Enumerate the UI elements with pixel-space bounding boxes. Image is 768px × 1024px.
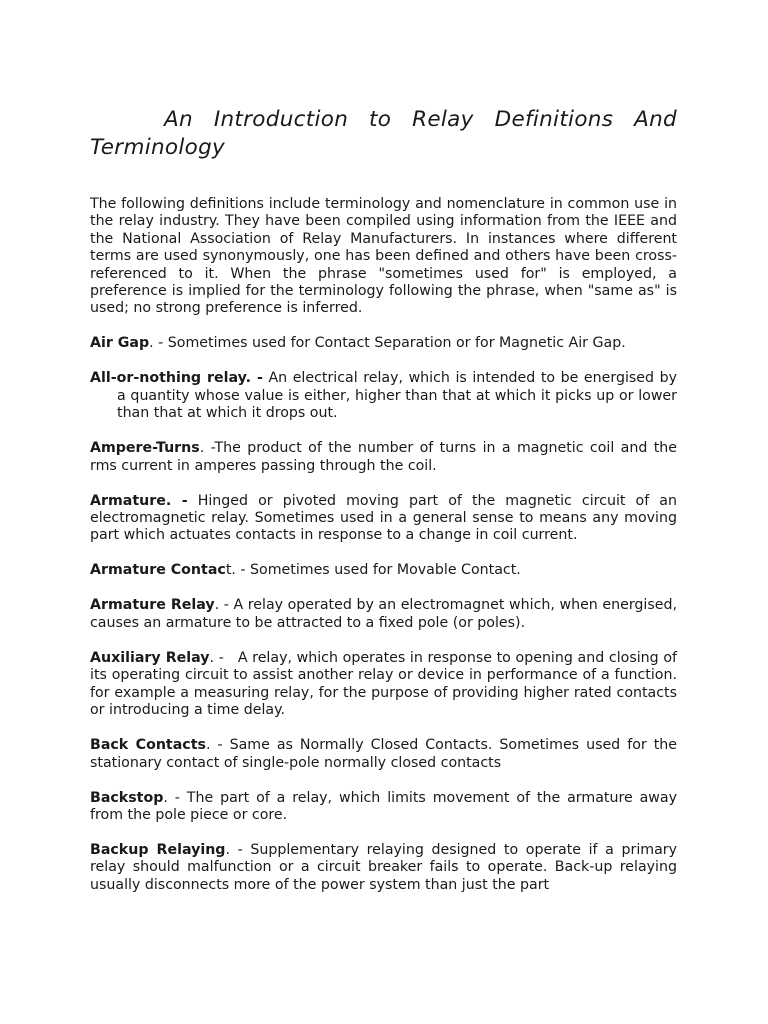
term-back-contacts: Back Contacts bbox=[90, 737, 206, 754]
term-backup-relaying: Backup Relaying bbox=[90, 841, 226, 858]
term-armature-contact: Armature Contac bbox=[90, 562, 226, 579]
definition-text: . -The product of the number of turns in a magnetic coil and the rms current in amperes passing through the coil. bbox=[90, 440, 677, 474]
definition-text: . - Same as Normally Closed Contacts. Sometimes used for the stationary contact of single-pole normally closed contacts bbox=[90, 737, 677, 771]
definition-armature-contact bbox=[90, 562, 677, 579]
definition-armature-relay bbox=[90, 597, 677, 632]
definition-armature bbox=[90, 493, 677, 545]
definition-text: . - The part of a relay, which limits movement of the armature away from the pole piece or core. bbox=[90, 789, 677, 823]
term-all-or-nothing-relay: All-or-nothing relay. - bbox=[90, 370, 263, 387]
definition-air-gap bbox=[90, 335, 677, 352]
definition-auxiliary-relay bbox=[90, 649, 682, 720]
definition-text: . - A relay operated by an electromagnet which, when energised, causes an armature to be attracted to a fixed pole (or poles). bbox=[90, 597, 678, 631]
intro-paragraph: The following definitions include terminology and nomenclature in common use in the relay industry. They have been compiled using information from the IEEE and the National Association of Relay Manufacturers. In instances where different terms are used synonymously, one has been defined and others have been cross-referenced to it. When the phrase "sometimes used for" is employed, a preference is implied for the terminology following the phrase, when "same as" is used; no strong preference is inferred. bbox=[90, 196, 677, 317]
definition-text: t. - Sometimes used for Movable Contact. bbox=[225, 562, 521, 579]
definition-text: An electrical relay, which is intended to be energised by a quantity whose value is either, higher than that at which it picks up or lower than that at which it drops out. bbox=[117, 370, 677, 422]
document-body bbox=[90, 196, 682, 912]
definition-text: . - Sometimes used for Contact Separation or for Magnetic Air Gap. bbox=[149, 335, 626, 352]
term-armature-relay: Armature Relay bbox=[90, 597, 215, 614]
definition-text: . - A relay, which operates in response to opening and closing of its operating circuit to assist another relay or device in performance of a function. for example a measuring relay, for the purpose of providing higher rated contacts or introducing a time delay. bbox=[90, 649, 682, 719]
definition-back-contacts bbox=[90, 737, 677, 772]
definition-ampere-turns bbox=[90, 440, 677, 475]
definition-all-or-nothing-relay bbox=[90, 370, 677, 422]
definition-backup-relaying bbox=[90, 842, 677, 894]
term-backstop: Backstop bbox=[90, 789, 164, 806]
definition-text: . - Supplementary relaying designed to operate if a primary relay should malfunction or a circuit breaker fails to operate. Back-up relaying usually disconnects more of the power system than just the part bbox=[90, 841, 677, 893]
page-bottom-margin bbox=[0, 900, 768, 1024]
term-armature: Armature. - bbox=[90, 492, 188, 509]
definition-backstop bbox=[90, 790, 677, 825]
term-auxiliary-relay: Auxiliary Relay bbox=[90, 649, 210, 666]
definition-text: Hinged or pivoted moving part of the magnetic circuit of an electromagnetic relay. Sometimes used in a general sense to means any moving part which actuates contacts in response to a change in coil current. bbox=[90, 492, 677, 544]
term-air-gap: Air Gap bbox=[90, 335, 150, 352]
page-title: An Introduction to Relay Definitions And Terminology bbox=[90, 107, 677, 160]
term-ampere-turns: Ampere-Turns bbox=[90, 440, 200, 457]
